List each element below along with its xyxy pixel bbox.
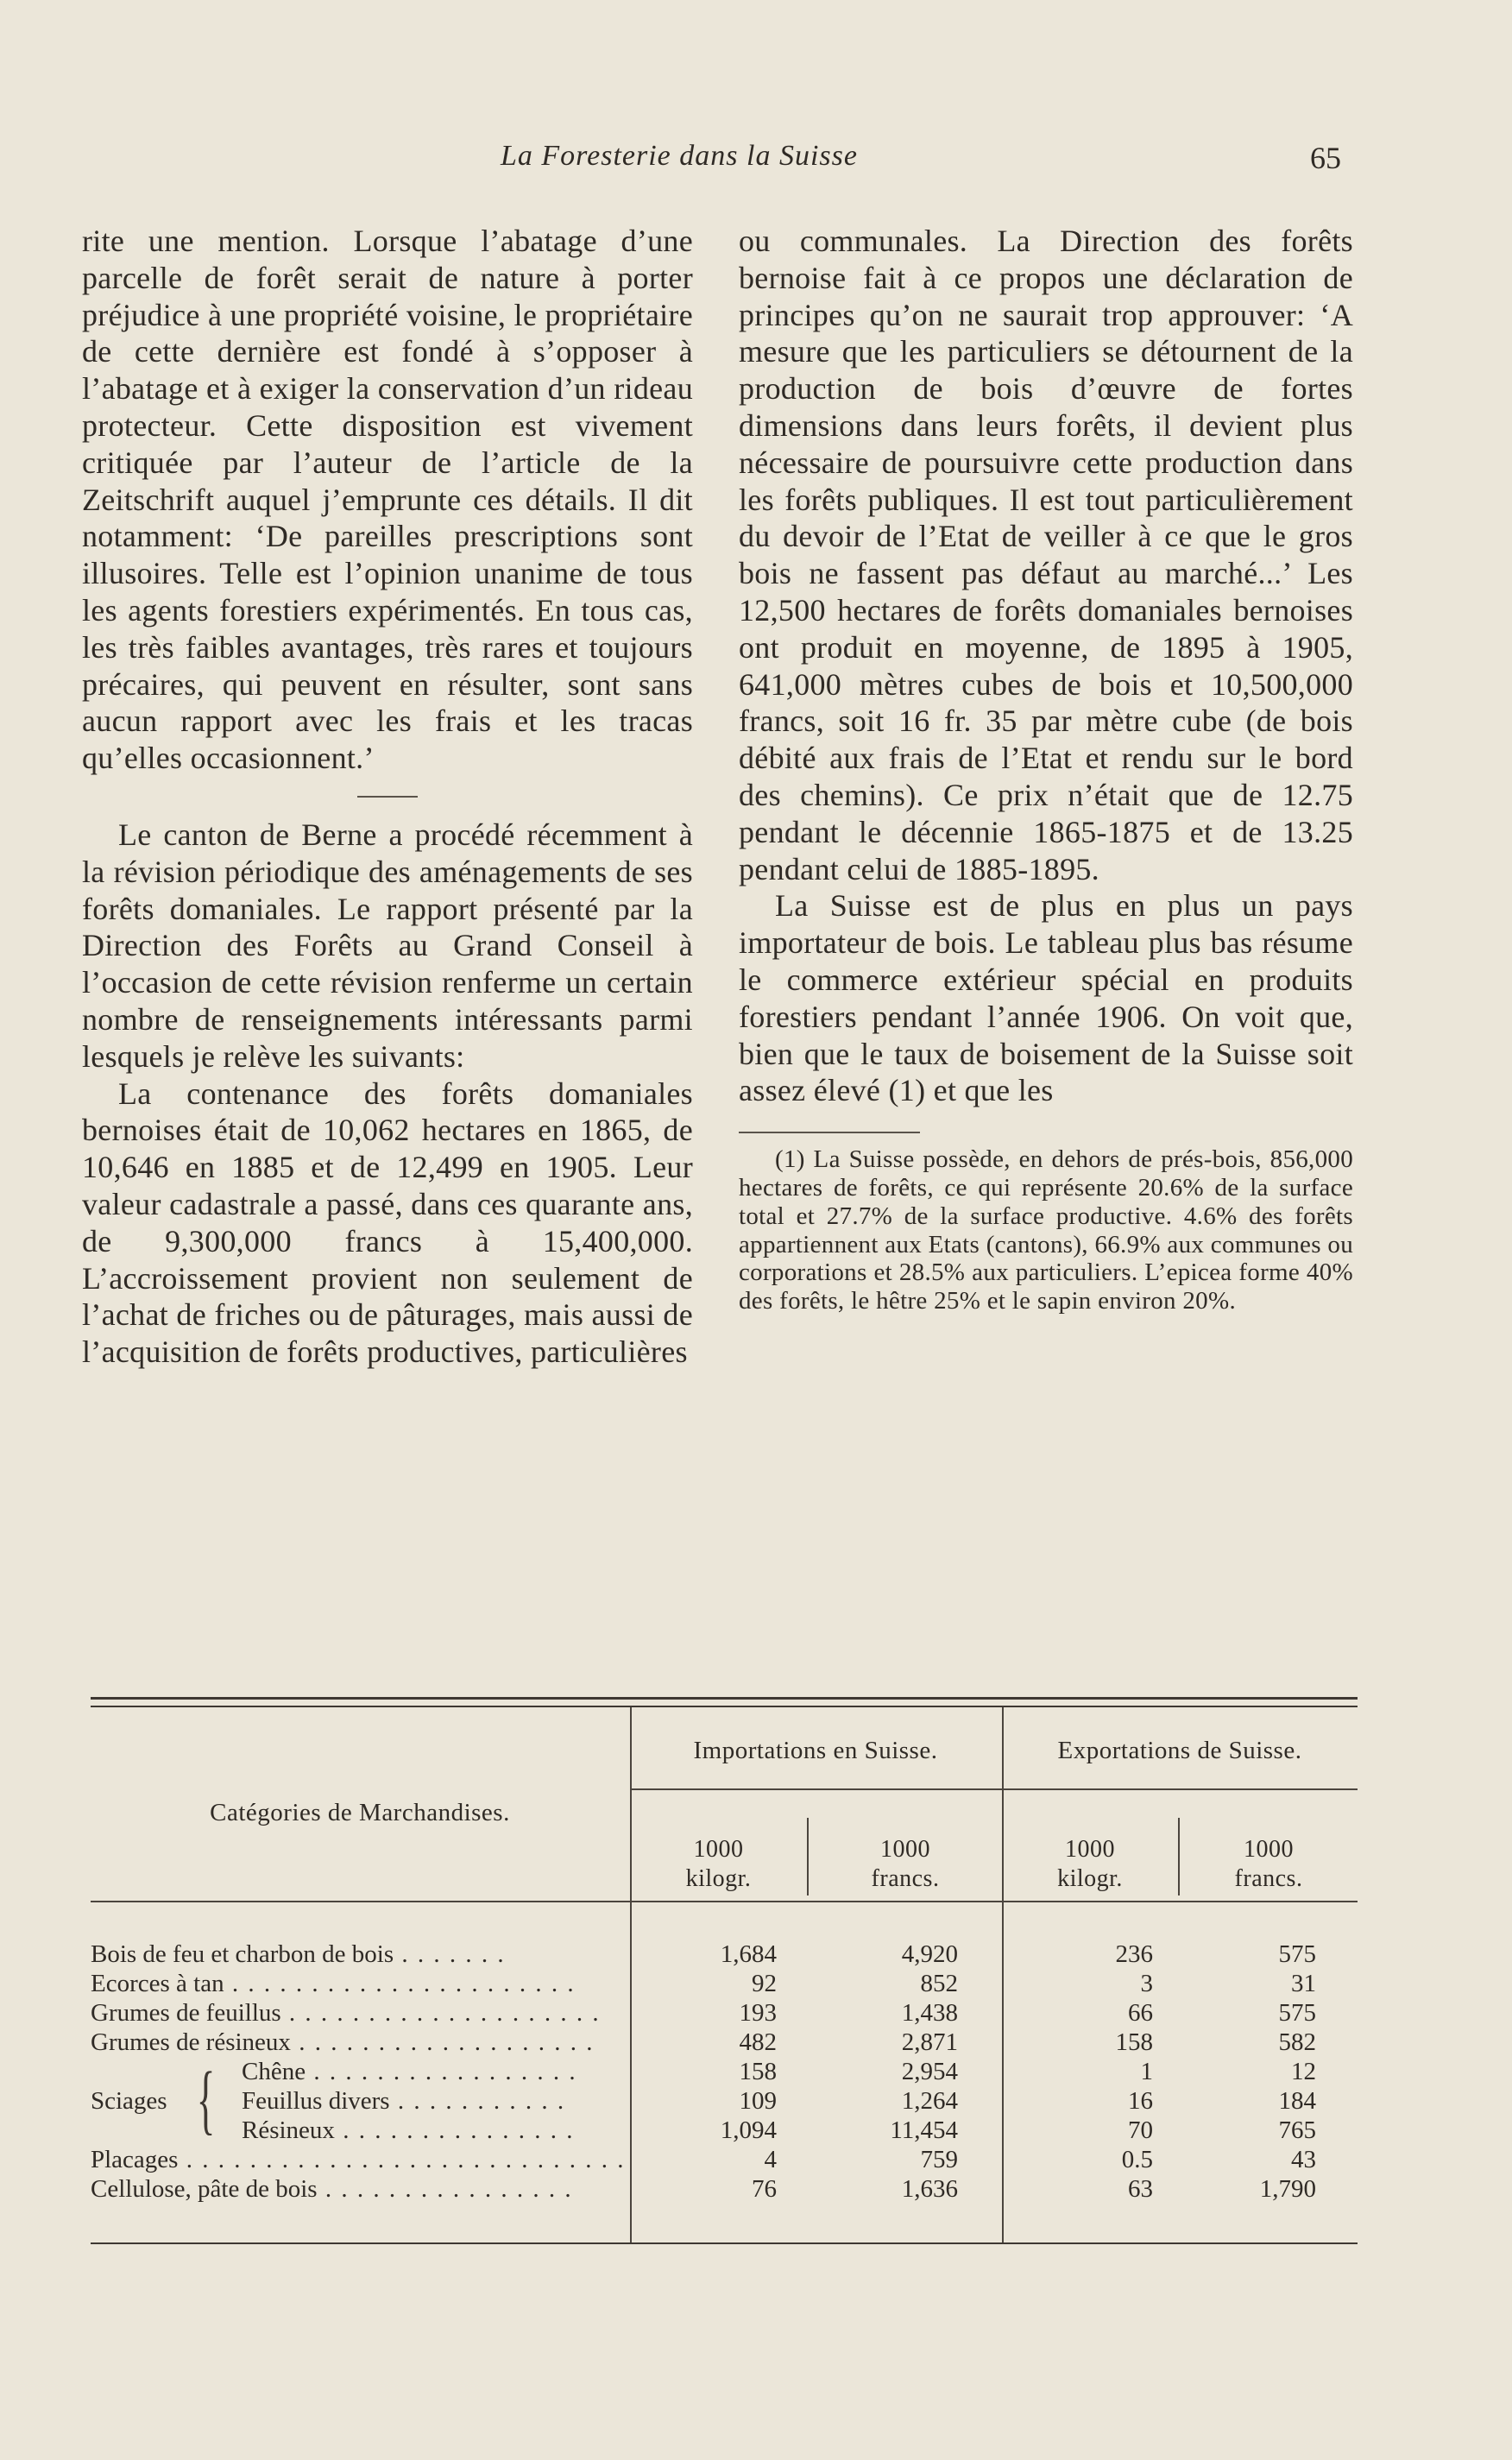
imports-francs: 759 [920, 2146, 958, 2173]
exports-kg: 236 [1115, 1940, 1153, 1968]
row-label: Placages . . . . . . . . . . . . . . . . . . . . . . . . . . . . [91, 2146, 626, 2173]
exports-kg: 3 [1140, 1970, 1153, 1997]
paragraph: rite une mention. Lorsque l’abatage d’une parcelle de forêt serait de nature à porter préjudice à une propriété voisine, le propriétaire de cette dernière est fondé à s’opposer à l’abatage et à exiger la conservation d’un rideau protecteur. Cette disposition est vivement critiquée par l’auteur de l’article de la Zeitschrift auquel j’emprunte ces détails. Il dit notamment: ‘De pareilles prescriptions sont illusoires. Telle est l’opinion unanime de tous les agents forestiers expérimentés. En tous cas, les très faibles avantages, très rares et toujours précaires, qui peuvent en résulter, sont sans aucun rapport avec les frais et les tracas qu’elles occasionnent.’ [82, 224, 693, 776]
exports-kg: 16 [1128, 2087, 1153, 2115]
table-row [91, 1970, 1358, 1999]
unit-header: 1000 kilogr. [1057, 1836, 1123, 1892]
footnote-rule [739, 1132, 920, 1133]
imports-kg: 4 [764, 2146, 777, 2173]
exports-kg: 66 [1128, 1999, 1153, 2027]
exports-kg: 70 [1128, 2116, 1153, 2144]
section-separator [357, 796, 418, 798]
paragraph: La contenance des forêts domaniales bernoises était de 10,062 hectares en 1865, de 10,646 en 1885 et de 12,499 en 1905. Leur valeur cadastrale a passé, dans ces quarante ans, de 9,300,000 francs à 15,400,000. L’accroissement provient non seulement de l’achat de friches ou de pâturages, mais aussi de l’acquisition de forêts productives, particulières [82, 1075, 693, 1370]
row-label: Résineux . . . . . . . . . . . . . . . [242, 2116, 575, 2144]
row-label: Ecorces à tan . . . . . . . . . . . . . . . . . . . . . . [91, 1970, 576, 1997]
table-rule-top [91, 1697, 1358, 1700]
table-row [91, 2028, 1358, 2058]
exports-kg: 1 [1140, 2058, 1153, 2085]
table-row [91, 2087, 1358, 2116]
imports-kg: 158 [739, 2058, 777, 2085]
row-label: Bois de feu et charbon de bois . . . . . . . [91, 1940, 506, 1968]
running-title: La Foresterie dans la Suisse [501, 140, 858, 172]
paragraph: La Suisse est de plus en plus un pays importateur de bois. Le tableau plus bas résume le commerce extérieur spécial en produits forestiers pendant l’année 1906. On voit que, bien que le taux de boisement de la Suisse soit assez élevé (1) et que les [739, 888, 1353, 1108]
group-brace: { [196, 2057, 216, 2142]
row-label: Grumes de résineux . . . . . . . . . . . . . . . . . . . [91, 2028, 595, 2056]
row-label: Cellulose, pâte de bois . . . . . . . . . . . . . . . . [91, 2175, 573, 2203]
imports-francs: 2,871 [901, 2028, 958, 2056]
exports-header: Exportations de Suisse. [1057, 1737, 1302, 1764]
imports-kg: 1,094 [720, 2116, 777, 2144]
exports-francs: 575 [1278, 1999, 1316, 2027]
exports-francs: 1,790 [1259, 2175, 1316, 2203]
imports-header: Importations en Suisse. [693, 1737, 938, 1764]
sciages-label: Sciages [91, 2087, 167, 2115]
imports-kg: 76 [752, 2175, 777, 2203]
exports-kg: 63 [1128, 2175, 1153, 2203]
imports-kg: 193 [739, 1999, 777, 2027]
page-number: 65 [1310, 141, 1341, 175]
row-label: Feuillus divers . . . . . . . . . . . [242, 2087, 566, 2115]
imports-francs: 1,438 [901, 1999, 958, 2027]
exports-francs: 575 [1278, 1940, 1316, 1968]
imports-francs: 852 [920, 1970, 958, 1997]
unit-header: 1000 francs. [871, 1836, 940, 1892]
exports-francs: 31 [1291, 1970, 1316, 1997]
footnote: (1) La Suisse possède, en dehors de prés-bois, 856,000 hectares de forêts, ce qui représente 20.6% de la surface total et 27.7% de la surface productive. 4.6% des forêts appartiennent aux Etats (cantons), 66.9% aux communes ou corporations et 28.5% aux particuliers. L’epicea forme 40% des forêts, le hêtre 25% et le sapin environ 20%. [739, 1145, 1353, 1315]
unit-header: 1000 kilogr. [685, 1836, 752, 1892]
imports-francs: 4,920 [901, 1940, 958, 1968]
row-label: Chêne . . . . . . . . . . . . . . . . . [242, 2058, 577, 2085]
imports-kg: 482 [739, 2028, 777, 2056]
imports-francs: 1,264 [901, 2087, 958, 2115]
table-row [91, 1999, 1358, 2028]
trade-table [91, 1697, 1358, 2267]
left-column [82, 223, 693, 1371]
exports-kg: 158 [1115, 2028, 1153, 2056]
right-column [739, 223, 1353, 1315]
exports-francs: 765 [1278, 2116, 1316, 2144]
exports-kg: 0.5 [1121, 2146, 1153, 2173]
running-header [0, 140, 1512, 183]
table-row [91, 1940, 1358, 1970]
table-row [91, 2116, 1358, 2146]
table-rule-bottom [91, 2242, 1358, 2244]
imports-francs: 1,636 [901, 2175, 958, 2203]
imports-kg: 92 [752, 1970, 777, 1997]
table-row [91, 2058, 1358, 2087]
exports-francs: 43 [1291, 2146, 1316, 2173]
imports-kg: 109 [739, 2087, 777, 2115]
category-header: Catégories de Marchandises. [210, 1799, 510, 1826]
table-row [91, 2146, 1358, 2175]
table-rule-top-inner [91, 1706, 1358, 1707]
paragraph: ou communales. La Direction des forêts bernoise fait à ce propos une déclaration de principes qu’on ne saurait trop approuver: ‘A mesure que les particuliers se détournent de la production de bois d’œuvre de fortes dimensions dans leurs forêts, il devient plus nécessaire de poursuivre cette production dans les forêts publiques. Il est tout particulièrement du devoir de l’Etat de veiller à ce que le gros bois ne fassent pas défaut au marché...’ Les 12,500 hectares de forêts domaniales bernoises ont produit en moyenne, de 1895 à 1905, 641,000 mètres cubes de bois et 10,500,000 francs, soit 16 fr. 35 par mètre cube (de bois débité aux frais de l’Etat et rendu sur le bord des chemins). Ce prix n’était que de 12.75 pendant le décennie 1865-1875 et de 13.25 pendant celui de 1885-1895. [739, 224, 1353, 886]
exports-francs: 582 [1278, 2028, 1316, 2056]
table-row [91, 2175, 1358, 2205]
row-label: Grumes de feuillus . . . . . . . . . . . . . . . . . . . . [91, 1999, 601, 2027]
header-rule [91, 1901, 1358, 1902]
imports-kg: 1,684 [720, 1940, 777, 1968]
paragraph: Le canton de Berne a procédé récemment à la révision périodique des aménagements de ses forêts domaniales. Le rapport présenté par la Direction des Forêts au Grand Conseil à l’occasion de cette révision renferme un certain nombre de renseignements intéressants parmi lesquels je relève les suivants: [82, 817, 693, 1074]
header-rule [630, 1788, 1358, 1790]
unit-header: 1000 francs. [1234, 1836, 1303, 1892]
imports-francs: 11,454 [890, 2116, 958, 2144]
exports-francs: 12 [1291, 2058, 1316, 2085]
imports-francs: 2,954 [901, 2058, 958, 2085]
exports-francs: 184 [1278, 2087, 1316, 2115]
